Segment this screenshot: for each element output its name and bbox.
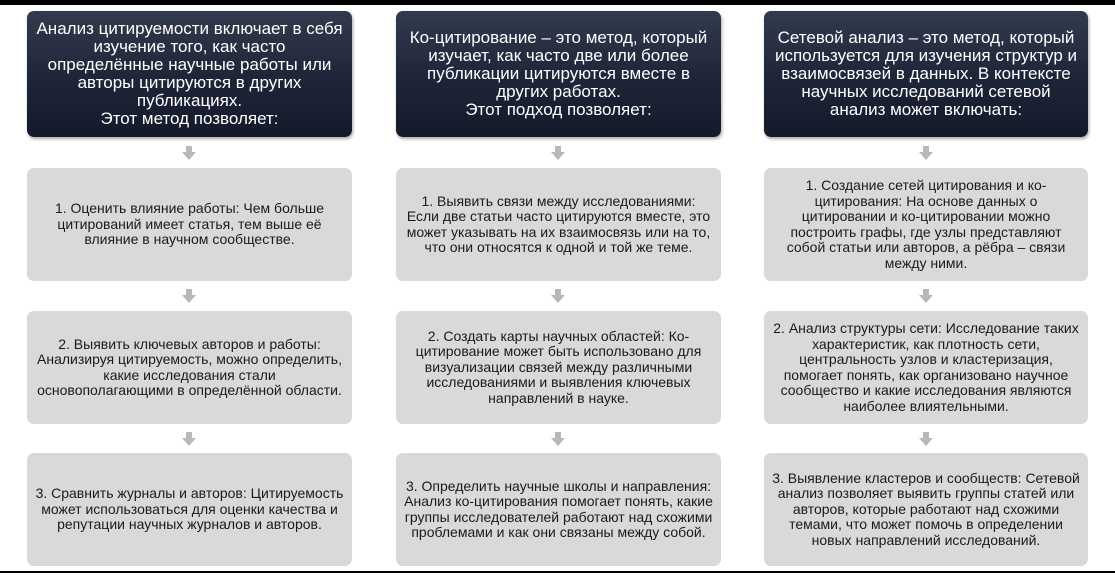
down-arrow-icon (919, 146, 933, 160)
column-2-item-2-text: 2. Создать карты научных областей: Ко-цитирование может быть использовано для визуализации связей между различными исследованиями и выявления ключевых направлений в науке. (415, 327, 702, 406)
column-2-header-text: Ко-цитирование – это метод, который изучает, как часто две или более публикации цитируются вместе в других работах. Этот подход позволяет: (409, 28, 708, 119)
bottom-rule (0, 571, 1115, 573)
down-arrow-icon (919, 289, 933, 303)
column-3-item-2-text: 2. Анализ структуры сети: Исследование таких характеристик, как плотность сети, центральность узлов и кластеризация, помогает понять, как организовано научное сообщество и какие исследования являются наиболее влиятельными. (773, 320, 1079, 414)
column-1-item-1 (27, 168, 352, 281)
column-3-item-2 (764, 311, 1088, 424)
column-1-header-text: Анализ цитируемости включает в себя изучение того, как часто определённые научные работы или авторы цитируются в других публикациях. Этот метод позволяет: (36, 19, 343, 128)
column-3-item-3 (764, 453, 1088, 566)
column-1-item-3 (27, 453, 352, 566)
top-rule (0, 0, 1115, 5)
column-2-header (396, 11, 721, 137)
column-1-item-1-text: 1. Оценить влияние работы: Чем больше цитирований имеет статья, тем выше её влияние в научном сообществе. (54, 200, 325, 248)
down-arrow-icon (551, 289, 565, 303)
column-3-item-3-text: 3. Выявление кластеров и сообществ: Сетевой анализ позволяет выявить группы статей или авторов, которые работают над схожими темами, что может помочь в определении новых направлений исследований. (772, 469, 1080, 548)
column-3-item-1 (764, 168, 1088, 281)
down-arrow-icon (551, 432, 565, 446)
column-2-item-2 (396, 311, 721, 424)
column-2-item-1 (396, 168, 721, 281)
column-3-item-1-text: 1. Создание сетей цитирования и ко-цитирования: На основе данных о цитировании и ко-цитировании можно построить графы, где узлы представляют собой статьи или авторов, а рёбра – связи между ними. (786, 177, 1066, 271)
column-2-item-3-text: 3. Определить научные школы и направления: Анализ ко-цитирования помогает понять, какие группы исследователей работают над схожими проблемами и как они связаны между собой. (404, 477, 713, 540)
down-arrow-icon (919, 432, 933, 446)
column-3-header (764, 11, 1088, 137)
column-2-item-3 (396, 453, 721, 566)
column-1-item-3-text: 3. Сравнить журналы и авторов: Цитируемость может использоваться для оценки качества и репутации научных журналов и авторов. (35, 485, 344, 533)
column-1-item-2-text: 2. Выявить ключевых авторов и работы: Анализируя цитируемость, можно определить, какие исследования стали основополагающими в определённой области. (37, 335, 342, 398)
column-1-header (27, 11, 352, 137)
column-1-item-2 (27, 311, 352, 424)
down-arrow-icon (182, 289, 196, 303)
column-2-item-1-text: 1. Выявить связи между исследованиями: Если две статьи часто цитируются вместе, это может указывать на их взаимосвязь или на то, что они относятся к одной и той же теме. (406, 192, 711, 255)
down-arrow-icon (182, 432, 196, 446)
column-3-header-text: Сетевой анализ – это метод, который используется для изучения структур и взаимосвязей в данных. В контексте научных исследований сетевой анализ может включать: (774, 28, 1077, 119)
down-arrow-icon (182, 146, 196, 160)
down-arrow-icon (551, 146, 565, 160)
